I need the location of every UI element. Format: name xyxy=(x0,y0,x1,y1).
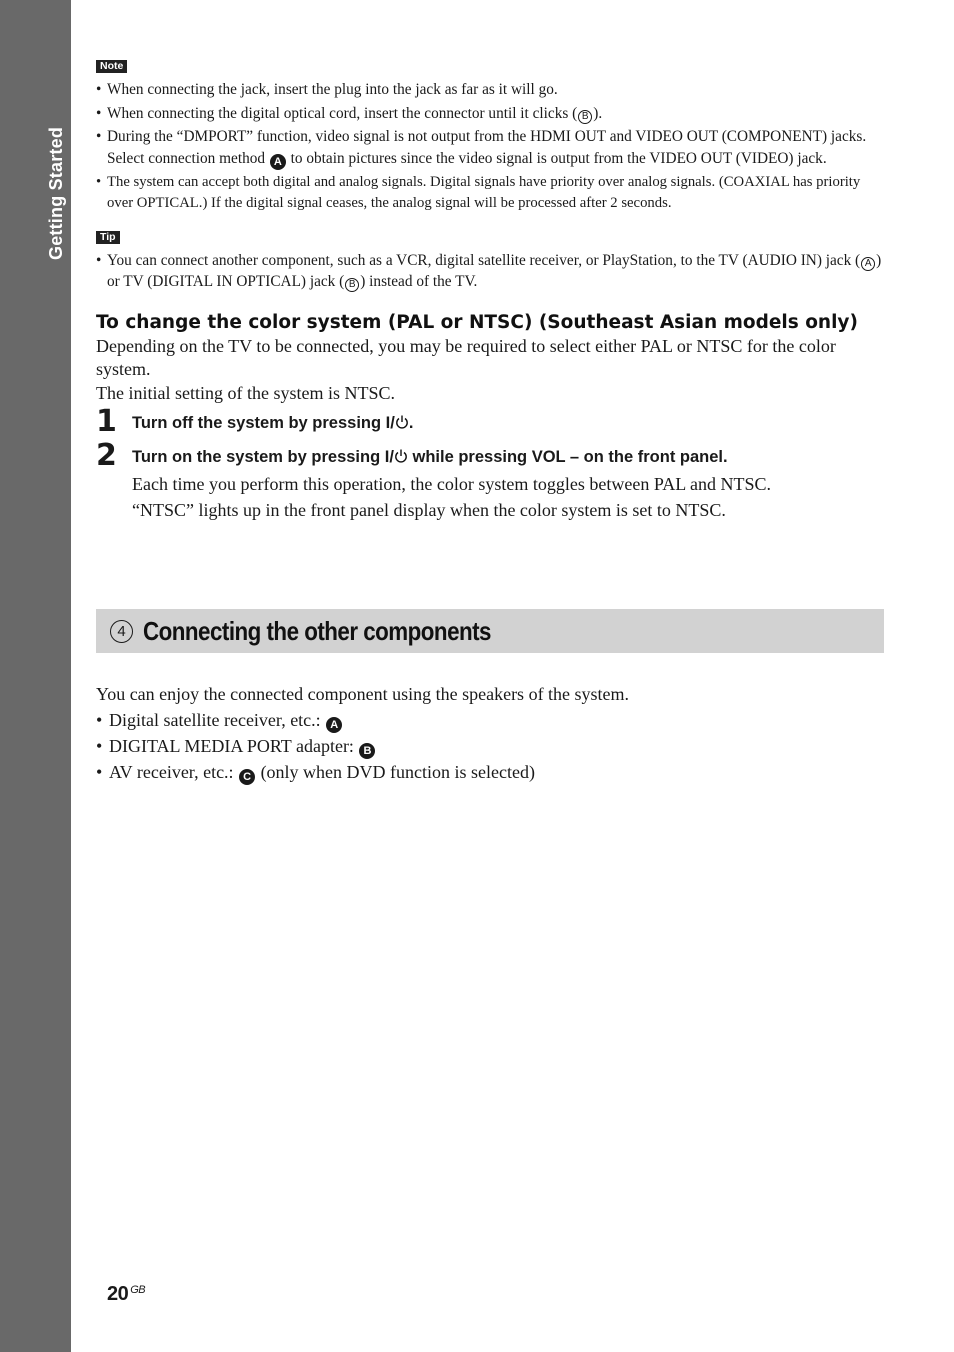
list-item: • AV receiver, etc.: C (only when DVD function is selected) xyxy=(96,759,886,785)
tip-tag: Tip xyxy=(96,231,120,244)
step-2 xyxy=(96,438,886,523)
step-number: 2 xyxy=(96,438,117,473)
tip-list xyxy=(96,250,886,293)
note-item: • The system can accept both digital and analog signals. Digital signals have priority over analog signals. (COAXIAL has priority over OPTICAL.) If the digital signal ceases, the analog signal will be processed after 2 seconds. xyxy=(96,172,886,215)
note-item: • During the “DMPORT” function, video signal is not output from the HDMI OUT and VIDEO OUT (COMPONENT) jacks. Select connection method A to obtain pictures since the video signal is output from the VIDEO OUT (VIDEO) jack. xyxy=(96,126,886,170)
circled-b-icon: B xyxy=(345,278,359,292)
list-item: • DIGITAL MEDIA PORT adapter: B xyxy=(96,733,886,759)
color-system-intro: Depending on the TV to be connected, you may be required to select either PAL or NTSC for the color system. xyxy=(96,335,836,379)
power-icon xyxy=(395,414,409,430)
page-suffix: GB xyxy=(130,1284,146,1296)
tip-item: • You can connect another component, such as a VCR, digital satellite receiver, or PlayStation, to the TV (AUDIO IN) jack ( A ) or TV (DIGITAL IN OPTICAL) jack ( B ) instead of the TV. xyxy=(96,250,886,293)
section-title: Connecting the other components xyxy=(143,615,491,646)
circled-a-icon: A xyxy=(861,257,875,271)
section-intro: You can enjoy the connected component using the speakers of the system. xyxy=(96,684,630,704)
step-title: Turn off the system by pressing I/ . xyxy=(132,414,414,432)
note-item: • When connecting the jack, insert the plug into the jack as far as it will go. xyxy=(96,79,886,101)
step-body: Each time you perform this operation, the color system toggles between PAL and NTSC. “NTSC” lights up in the front panel display when the color system is set to NTSC. xyxy=(132,474,772,520)
filled-c-icon: C xyxy=(239,769,255,785)
step-title: Turn on the system by pressing I/ while pressing VOL – on the front panel. xyxy=(132,448,728,466)
list-item: • Digital satellite receiver, etc.: A xyxy=(96,707,886,733)
side-tab-label: Getting Started xyxy=(46,126,66,260)
side-tab xyxy=(0,0,71,1352)
main-content xyxy=(96,56,886,523)
page-number: 20 $^{GB}$ xyxy=(107,1283,146,1305)
note-tag: Note xyxy=(96,60,127,73)
filled-a-icon: A xyxy=(326,717,342,733)
section-number-icon: 4 xyxy=(110,620,133,643)
section-body xyxy=(96,681,886,785)
circled-b-icon: B xyxy=(578,110,592,124)
filled-a-icon: A xyxy=(270,154,286,170)
section-header xyxy=(96,609,884,653)
color-system-heading: To change the color system (PAL or NTSC) (Southeast Asian models only) xyxy=(96,311,858,333)
power-icon xyxy=(394,448,408,464)
note-list xyxy=(96,79,886,215)
filled-b-icon: B xyxy=(359,743,375,759)
step-1 xyxy=(96,404,886,439)
color-system-initial: The initial setting of the system is NTSC. xyxy=(96,382,395,403)
note-item: • When connecting the digital optical cord, insert the connector until it clicks ( B ). xyxy=(96,103,886,125)
step-number: 1 xyxy=(96,404,117,439)
